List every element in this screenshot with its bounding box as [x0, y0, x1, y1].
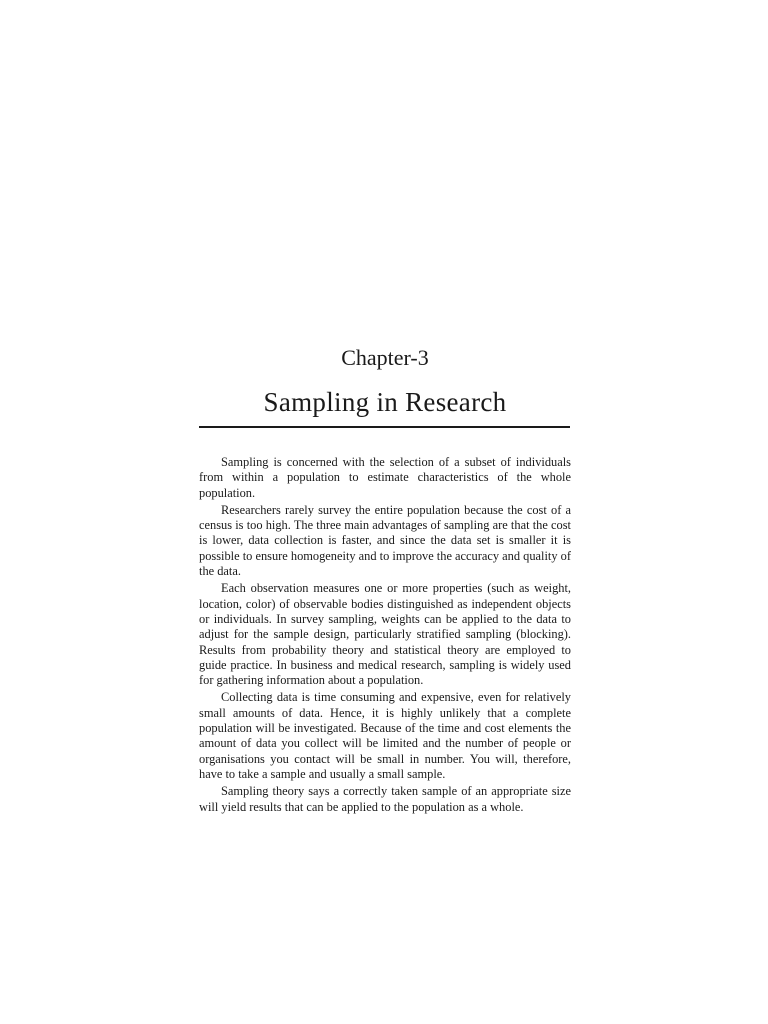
- chapter-title: Sampling in Research: [263, 387, 507, 417]
- chapter-number: Chapter-3: [341, 345, 429, 370]
- paragraph: Sampling theory says a correctly taken sample of an appropriate size will yield results that can be applied to the population as a whole.: [199, 784, 571, 814]
- book-page: [199, 0, 571, 1024]
- paragraph: Collecting data is time consuming and expensive, even for relatively small amounts of data. Hence, it is highly unlikely that a complete population will be investigated. Because of the time and cost elements the amount of data you collect will be limited and the number of people or organisations you contact will be small in number. You will, therefore, have to take a sample and usually a small sample.: [199, 690, 571, 781]
- paragraph: Researchers rarely survey the entire population because the cost of a census is too high. The three main advantages of sampling are that the cost is lower, data collection is faster, and since the data set is smaller it is possible to ensure homogeneity and to improve the accuracy and quality of the data.: [199, 502, 571, 579]
- paragraph: Each observation measures one or more properties (such as weight, location, color) of observable bodies distinguished as independent objects or individuals. In survey sampling, weights can be applied to the data to adjust for the sample design, particularly stratified sampling (blocking). Results from probability theory and statistical theory are employed to guide practice. In business and medical research, sampling is widely used for gathering information about a population.: [199, 581, 571, 688]
- paragraph: Sampling is concerned with the selection of a subset of individuals from within a population to estimate characteristics of the whole population.: [199, 455, 571, 500]
- chapter-body: [199, 455, 571, 817]
- title-divider: [199, 426, 570, 428]
